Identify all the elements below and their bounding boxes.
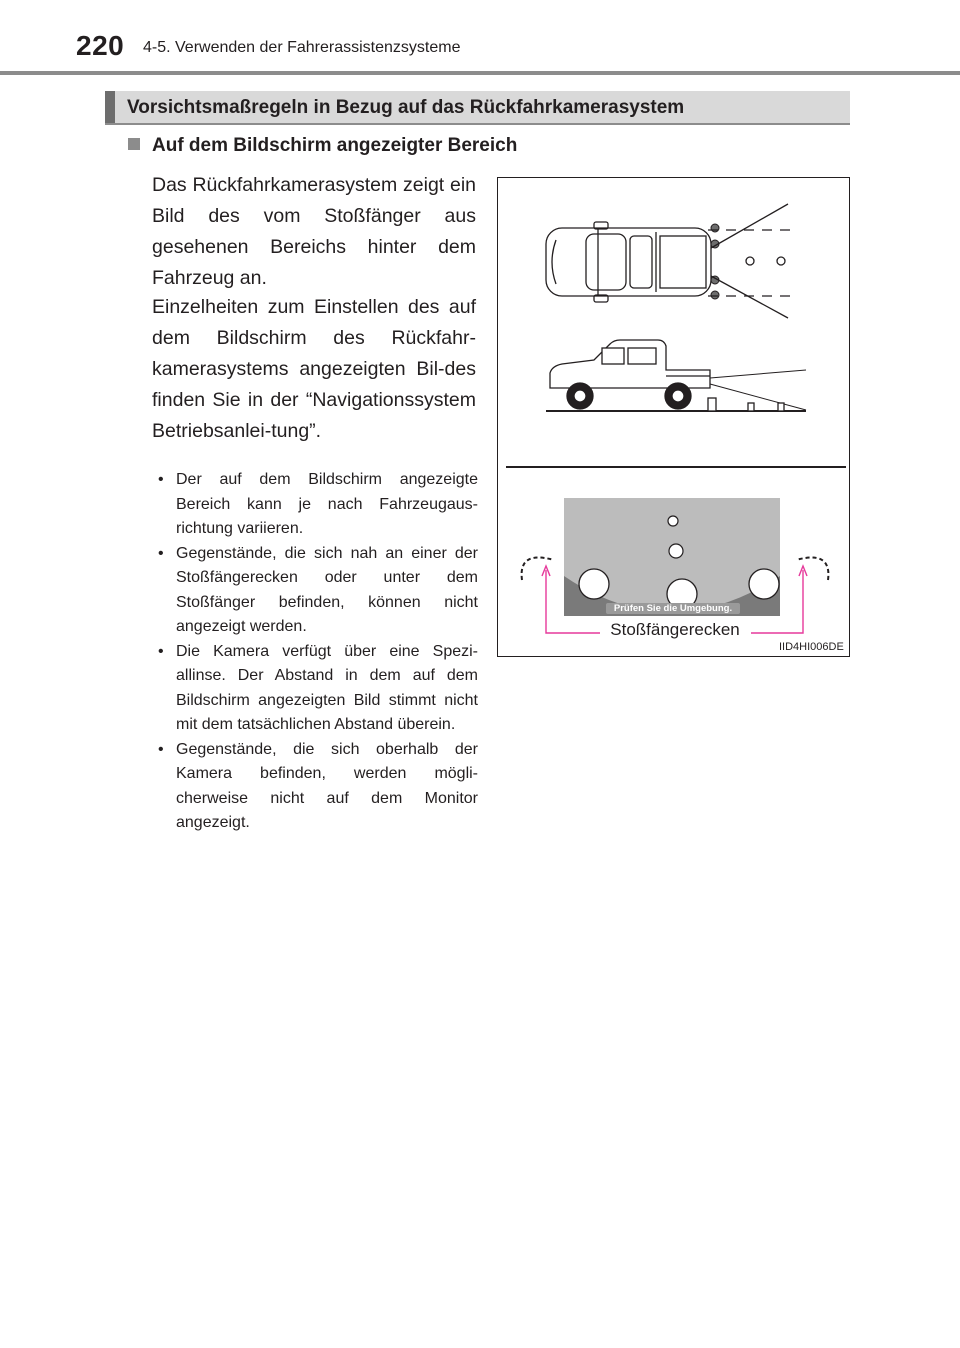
sensor-dots-icon — [711, 224, 719, 299]
camera-range-figure — [497, 177, 850, 657]
bullet-icon: • — [158, 471, 164, 488]
list-item-text: Gegenstände, die sich nah an einer der Stoßfängerecken oder unter dem Stoßfänger befinden, können nicht angezeigt werden. — [176, 544, 478, 635]
subheading-text: Auf dem Bildschirm angezeigter Bereich — [152, 135, 518, 156]
screen-message: Prüfen Sie die Umgebung. — [606, 603, 740, 614]
subheading — [128, 135, 517, 157]
paragraph-2: Einzelheiten zum Einstellen des auf dem Bildschirm des Rückfahr-kamerasystems angezeigten Bil-des finden Sie in der “Navigationssystem Betriebsanlei-tung”. — [152, 296, 476, 442]
bullet-icon: • — [158, 740, 164, 758]
list-item-text: Der auf dem Bildschirm angezeigte Bereich kann je nach Fahrzeugaus-richtung variieren. — [176, 471, 478, 537]
banner-underline — [105, 123, 850, 125]
section-banner — [105, 91, 850, 123]
bullet-icon: • — [158, 642, 164, 660]
note-list — [152, 468, 478, 836]
truck-top-view-icon — [546, 222, 711, 302]
list-item — [152, 640, 478, 738]
square-bullet-icon — [128, 138, 140, 150]
callout-label: Stoßfängerecken — [600, 620, 750, 640]
list-item — [152, 542, 478, 640]
obstacle-icon — [746, 257, 785, 265]
bullet-icon: • — [158, 544, 164, 562]
image-code: IID4HI006DE — [779, 641, 844, 653]
paragraph-1: Das Rückfahrkamerasystem zeigt ein Bild des vom Stoßfänger aus gesehenen Bereichs hinter dem Fahrzeug an. — [152, 174, 476, 289]
list-item-text: Die Kamera verfügt über eine Spezi-allinse. Der Abstand in dem auf dem Bildschirm angezeigten Bild stimmt nicht mit dem tatsächlichen Abstand überein. — [176, 642, 478, 733]
camera-screen — [564, 498, 780, 616]
section-banner-title: Vorsichtsmaßregeln in Bezug auf das Rückfahrkamerasystem — [127, 97, 685, 118]
page-number: 220 — [76, 30, 125, 61]
truck-side-view-icon — [546, 340, 806, 411]
header-rule — [0, 71, 960, 75]
list-item — [152, 468, 478, 542]
chapter-title: 4-5. Verwenden der Fahrerassistenzsysteme — [143, 39, 461, 56]
list-item-text: Gegenstände, die sich oberhalb der Kamera befinden, werden mögli-cherweise nicht auf dem Monitor angezeigt. — [176, 740, 478, 831]
figure-illustration — [498, 178, 851, 658]
list-item — [152, 738, 478, 836]
